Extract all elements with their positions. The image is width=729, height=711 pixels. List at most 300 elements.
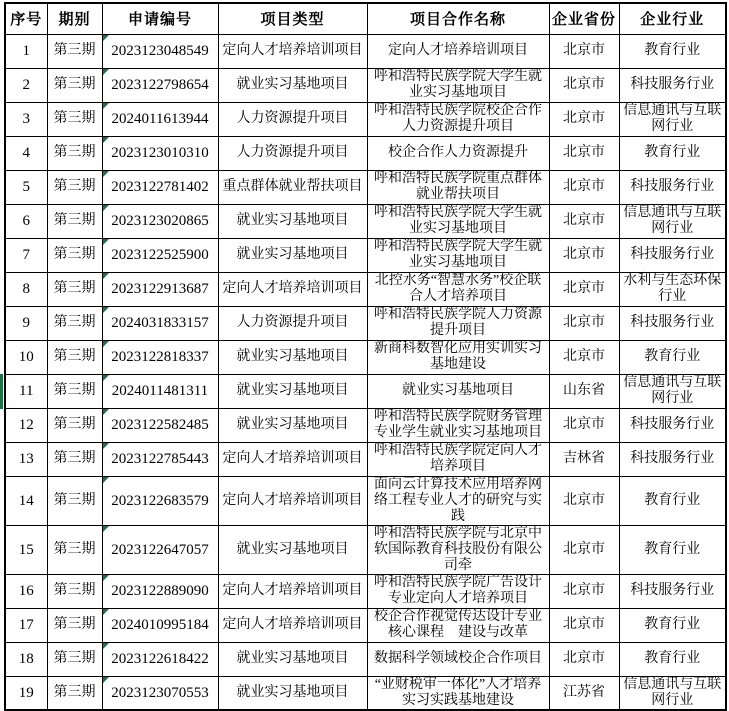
cell-text: 北京市 xyxy=(563,77,605,92)
cell-province[interactable] xyxy=(549,442,619,476)
cell-project-name[interactable] xyxy=(367,272,549,306)
cell-text: 2024031833157 xyxy=(111,315,209,331)
cell-industry[interactable] xyxy=(619,574,726,608)
number-stored-as-text-triangle-icon xyxy=(103,307,109,313)
cell-no[interactable] xyxy=(5,170,47,204)
number-stored-as-text-triangle-icon xyxy=(103,643,109,649)
number-stored-as-text-triangle-icon xyxy=(103,171,109,177)
table-row xyxy=(5,272,726,306)
cell-text: 第三期 xyxy=(53,417,96,432)
cell-text: 14 xyxy=(18,492,34,509)
cell-app-no[interactable] xyxy=(102,676,218,710)
cell-industry[interactable] xyxy=(619,476,726,525)
cell-text: 北京市 xyxy=(563,315,605,330)
number-stored-as-text-triangle-icon xyxy=(103,205,109,211)
cell-project-type[interactable] xyxy=(218,476,367,525)
number-stored-as-text-triangle-icon xyxy=(103,575,109,581)
cell-text: 9 xyxy=(22,315,30,331)
table-row xyxy=(5,608,726,642)
cell-text: 人力资源提升项目 xyxy=(236,145,349,160)
header-cell-app-no[interactable]: 申请编号 xyxy=(102,3,218,34)
cell-app-no[interactable] xyxy=(102,442,218,476)
cell-industry[interactable] xyxy=(619,408,726,442)
cell-province[interactable] xyxy=(549,306,619,340)
cell-text: 2023122525900 xyxy=(111,247,209,263)
cell-province[interactable] xyxy=(549,170,619,204)
cell-period[interactable] xyxy=(47,525,102,574)
cell-project-type[interactable] xyxy=(218,34,367,68)
table-body xyxy=(5,34,726,710)
table-row xyxy=(5,340,726,374)
cell-period[interactable] xyxy=(47,306,102,340)
cell-text: 信息通讯与互联网行业 xyxy=(623,375,722,406)
cell-text: 2023122647057 xyxy=(111,541,209,558)
cell-period[interactable] xyxy=(47,136,102,170)
cell-industry[interactable] xyxy=(619,374,726,408)
cell-app-no[interactable] xyxy=(102,34,218,68)
cell-industry[interactable] xyxy=(619,340,726,374)
cell-no[interactable] xyxy=(5,608,47,642)
cell-app-no[interactable] xyxy=(102,374,218,408)
cell-text: 2023122781402 xyxy=(111,179,209,195)
cell-app-no[interactable] xyxy=(102,272,218,306)
cell-project-name[interactable] xyxy=(367,306,549,340)
header-cell-project-name[interactable]: 项目合作名称 xyxy=(367,3,549,34)
cell-text: 面向云计算技术应用培养网络工程专业人才的研究与实践 xyxy=(374,476,542,524)
cell-text: 17 xyxy=(18,617,34,633)
cell-project-name[interactable] xyxy=(367,574,549,608)
cell-text: 校企合作人力资源提升 xyxy=(388,145,528,160)
cell-text: 12 xyxy=(18,417,34,433)
cell-text: 16 xyxy=(18,583,34,599)
table-row xyxy=(5,68,726,102)
cell-text: 8 xyxy=(22,281,30,297)
cell-project-name[interactable] xyxy=(367,204,549,238)
cell-text: 北京市 xyxy=(563,349,605,364)
header-cell-project-type[interactable]: 项目类型 xyxy=(218,3,367,34)
table-row xyxy=(5,34,726,68)
cell-project-type[interactable] xyxy=(218,340,367,374)
cell-text: 13 xyxy=(18,451,34,467)
cell-project-name[interactable] xyxy=(367,238,549,272)
cell-project-name[interactable] xyxy=(367,102,549,136)
cell-app-no[interactable] xyxy=(102,170,218,204)
cell-text: 第三期 xyxy=(53,145,96,160)
cell-province[interactable] xyxy=(549,204,619,238)
cell-project-type[interactable] xyxy=(218,306,367,340)
table-row xyxy=(5,238,726,272)
cell-period[interactable] xyxy=(47,608,102,642)
cell-text: 水利与生态环保行业 xyxy=(623,273,722,304)
cell-app-no[interactable] xyxy=(102,574,218,608)
cell-app-no[interactable] xyxy=(102,136,218,170)
cell-text: 2023123010310 xyxy=(111,145,209,161)
cell-text: 北京市 xyxy=(563,583,605,598)
number-stored-as-text-triangle-icon xyxy=(103,677,109,683)
cell-text: 北京市 xyxy=(563,247,605,262)
number-stored-as-text-triangle-icon xyxy=(103,526,109,532)
cell-no[interactable] xyxy=(5,34,47,68)
cell-province[interactable] xyxy=(549,642,619,676)
cell-text: 第三期 xyxy=(53,213,96,228)
table-row xyxy=(5,574,726,608)
cell-industry[interactable] xyxy=(619,272,726,306)
cell-no[interactable] xyxy=(5,442,47,476)
cell-text: 呼和浩特民族学院校企合作人力资源提升项目 xyxy=(374,103,542,134)
cell-text: 教育行业 xyxy=(644,145,701,160)
cell-text: 4 xyxy=(22,145,30,161)
cell-text: 2023122818337 xyxy=(111,349,209,365)
cell-period[interactable] xyxy=(47,238,102,272)
cell-project-type[interactable] xyxy=(218,408,367,442)
cell-province[interactable] xyxy=(549,374,619,408)
cell-province[interactable] xyxy=(549,340,619,374)
cell-app-no[interactable] xyxy=(102,642,218,676)
cell-text: 2024010995184 xyxy=(111,617,209,633)
cell-text: 定向人才培养培训项目 xyxy=(222,281,363,296)
cell-app-no[interactable] xyxy=(102,476,218,525)
cell-no[interactable] xyxy=(5,340,47,374)
cell-text: 教育行业 xyxy=(644,541,701,557)
cell-text: 第三期 xyxy=(53,651,96,666)
table-row xyxy=(5,204,726,238)
table-row xyxy=(5,136,726,170)
cell-text: 山东省 xyxy=(563,383,605,398)
cell-text: 第三期 xyxy=(53,492,96,508)
cell-text: 就业实习基地项目 xyxy=(236,247,349,262)
cell-text: 第三期 xyxy=(53,684,96,700)
cell-no[interactable] xyxy=(5,68,47,102)
cell-period[interactable] xyxy=(47,68,102,102)
table-row xyxy=(5,306,726,340)
cell-text: 呼和浩特民族学院大学生就业实习基地项目 xyxy=(374,239,542,270)
cell-text: 就业实习基地项目 xyxy=(236,349,349,364)
table-row xyxy=(5,476,726,525)
cell-period[interactable] xyxy=(47,476,102,525)
cell-text: 18 xyxy=(18,651,34,667)
cell-text: 6 xyxy=(22,213,30,229)
cell-text: 第三期 xyxy=(53,111,96,126)
cell-industry[interactable] xyxy=(619,525,726,574)
header-cell-period[interactable]: 期别 xyxy=(47,3,102,34)
cell-app-no[interactable] xyxy=(102,238,218,272)
cell-province[interactable] xyxy=(549,34,619,68)
cell-project-name[interactable] xyxy=(367,608,549,642)
cell-province[interactable] xyxy=(549,676,619,710)
cell-text: 2023122785443 xyxy=(111,451,209,467)
cell-project-type[interactable] xyxy=(218,642,367,676)
cell-app-no[interactable] xyxy=(102,102,218,136)
cell-province[interactable] xyxy=(549,68,619,102)
cell-app-no[interactable] xyxy=(102,525,218,574)
cell-no[interactable] xyxy=(5,574,47,608)
cell-text: 11 xyxy=(19,383,34,399)
cell-project-type[interactable] xyxy=(218,136,367,170)
cell-province[interactable] xyxy=(549,574,619,608)
cell-text: 呼和浩特民族学院大学生就业实习基地项目 xyxy=(374,205,542,236)
cell-period[interactable] xyxy=(47,374,102,408)
cell-project-type[interactable] xyxy=(218,608,367,642)
cell-text: 就业实习基地项目 xyxy=(236,77,349,92)
cell-period[interactable] xyxy=(47,642,102,676)
cell-period[interactable] xyxy=(47,204,102,238)
cell-text: 2023123070553 xyxy=(111,684,209,701)
cell-period[interactable] xyxy=(47,102,102,136)
cell-text: 7 xyxy=(22,247,30,263)
cell-text: 科技服务行业 xyxy=(630,417,715,432)
cell-text: 第三期 xyxy=(53,617,96,632)
cell-period[interactable] xyxy=(47,170,102,204)
cell-text: 2023122889090 xyxy=(111,583,209,599)
table-container xyxy=(4,2,726,711)
cell-text: 5 xyxy=(22,179,30,195)
cell-text: 教育行业 xyxy=(644,492,701,508)
cell-project-type[interactable] xyxy=(218,442,367,476)
cell-no[interactable] xyxy=(5,525,47,574)
cell-province[interactable] xyxy=(549,272,619,306)
cell-project-type[interactable] xyxy=(218,170,367,204)
cell-period[interactable] xyxy=(47,340,102,374)
number-stored-as-text-triangle-icon xyxy=(103,69,109,75)
cell-industry[interactable] xyxy=(619,102,726,136)
number-stored-as-text-triangle-icon xyxy=(103,137,109,143)
cell-text: 呼和浩特民族学院广告设计专业定向人才培养项目 xyxy=(374,575,542,606)
cell-text: 第三期 xyxy=(53,451,96,466)
cell-text: 15 xyxy=(18,541,34,558)
cell-text: 1 xyxy=(22,43,30,59)
cell-text: 第三期 xyxy=(53,315,96,330)
cell-app-no[interactable] xyxy=(102,68,218,102)
cell-industry[interactable] xyxy=(619,442,726,476)
number-stored-as-text-triangle-icon xyxy=(103,239,109,245)
cell-project-type[interactable] xyxy=(218,238,367,272)
cell-project-type[interactable] xyxy=(218,574,367,608)
cell-text: “业财税审一体化”人才培养实习实践基地建设 xyxy=(374,676,542,708)
number-stored-as-text-triangle-icon xyxy=(103,273,109,279)
cell-province[interactable] xyxy=(549,476,619,525)
cell-text: 科技服务行业 xyxy=(630,179,715,194)
cell-text: 2023122683579 xyxy=(111,492,209,509)
projects-table xyxy=(4,2,727,711)
cell-province[interactable] xyxy=(549,238,619,272)
cell-app-no[interactable] xyxy=(102,306,218,340)
cell-text: 第三期 xyxy=(53,349,96,364)
table-row xyxy=(5,408,726,442)
cell-text: 北京市 xyxy=(563,281,605,296)
cell-text: 信息通讯与互联网行业 xyxy=(623,676,722,708)
cell-text: 19 xyxy=(18,684,34,701)
cell-text: 人力资源提升项目 xyxy=(236,111,349,126)
cell-text: 定向人才培养培训项目 xyxy=(222,451,363,466)
cell-province[interactable] xyxy=(549,525,619,574)
cell-industry[interactable] xyxy=(619,676,726,710)
cell-text: 教育行业 xyxy=(644,617,701,632)
cell-no[interactable] xyxy=(5,204,47,238)
number-stored-as-text-triangle-icon xyxy=(103,409,109,415)
cell-no[interactable] xyxy=(5,476,47,525)
cell-text: 新商科数智化应用实训实习基地建设 xyxy=(374,341,542,372)
cell-text: 2024011481311 xyxy=(111,383,209,399)
cell-text: 就业实习基地项目 xyxy=(236,213,349,228)
cell-text: 北京市 xyxy=(563,492,605,508)
header-cell-province[interactable]: 企业省份 xyxy=(549,3,619,34)
cell-text: 数据科学领域校企合作项目 xyxy=(374,651,542,666)
cell-no[interactable] xyxy=(5,272,47,306)
cell-text: 就业实习基地项目 xyxy=(236,684,349,700)
cell-text: 定向人才培养培训项目 xyxy=(222,583,363,598)
number-stored-as-text-triangle-icon xyxy=(103,103,109,109)
cell-text: 呼和浩特民族学院重点群体就业帮扶项目 xyxy=(374,171,542,202)
header-row xyxy=(5,3,726,34)
cell-text: 呼和浩特民族学院财务管理专业学生就业实习基地项目 xyxy=(374,409,542,440)
cell-app-no[interactable] xyxy=(102,408,218,442)
cell-text: 2 xyxy=(22,77,30,93)
cell-no[interactable] xyxy=(5,374,47,408)
cell-project-name[interactable] xyxy=(367,340,549,374)
cell-text: 第三期 xyxy=(53,43,96,58)
cell-text: 2024011613944 xyxy=(111,111,209,127)
cell-selection-edge xyxy=(0,374,3,409)
cell-text: 教育行业 xyxy=(644,43,701,58)
cell-text: 北京市 xyxy=(563,617,605,632)
cell-text: 2023122798654 xyxy=(111,77,209,93)
cell-project-type[interactable] xyxy=(218,272,367,306)
cell-text: 北京市 xyxy=(563,111,605,126)
cell-project-name[interactable] xyxy=(367,136,549,170)
cell-project-type[interactable] xyxy=(218,68,367,102)
cell-text: 科技服务行业 xyxy=(630,451,715,466)
cell-text: 2023122618422 xyxy=(111,651,209,667)
number-stored-as-text-triangle-icon xyxy=(103,443,109,449)
table-row xyxy=(5,642,726,676)
cell-industry[interactable] xyxy=(619,136,726,170)
cell-no[interactable] xyxy=(5,408,47,442)
table-row xyxy=(5,170,726,204)
cell-no[interactable] xyxy=(5,306,47,340)
cell-project-name[interactable] xyxy=(367,525,549,574)
cell-text: 北京市 xyxy=(563,145,605,160)
cell-project-name[interactable] xyxy=(367,170,549,204)
cell-no[interactable] xyxy=(5,238,47,272)
cell-text: 呼和浩特民族学院大学生就业实习基地项目 xyxy=(374,69,542,100)
cell-project-name[interactable] xyxy=(367,408,549,442)
cell-text: 呼和浩特民族学院与北京中软国际教育科技股份有限公司牵 xyxy=(374,525,542,573)
cell-app-no[interactable] xyxy=(102,340,218,374)
cell-text: 北京市 xyxy=(563,651,605,666)
cell-no[interactable] xyxy=(5,642,47,676)
cell-period[interactable] xyxy=(47,574,102,608)
header-cell-industry[interactable]: 企业行业 xyxy=(619,3,726,34)
cell-text: 定向人才培养培训项目 xyxy=(222,492,363,508)
cell-text: 信息通讯与互联网行业 xyxy=(623,103,722,134)
cell-province[interactable] xyxy=(549,102,619,136)
cell-text: 2023123048549 xyxy=(111,43,209,59)
cell-province[interactable] xyxy=(549,136,619,170)
cell-text: 重点群体就业帮扶项目 xyxy=(222,179,363,194)
number-stored-as-text-triangle-icon xyxy=(103,609,109,615)
cell-period[interactable] xyxy=(47,676,102,710)
cell-text: 人力资源提升项目 xyxy=(236,315,349,330)
number-stored-as-text-triangle-icon xyxy=(103,35,109,41)
cell-project-name[interactable] xyxy=(367,374,549,408)
cell-text: 教育行业 xyxy=(644,349,701,364)
cell-industry[interactable] xyxy=(619,642,726,676)
cell-province[interactable] xyxy=(549,608,619,642)
cell-period[interactable] xyxy=(47,408,102,442)
cell-text: 第三期 xyxy=(53,281,96,296)
cell-text: 就业实习基地项目 xyxy=(236,541,349,557)
cell-industry[interactable] xyxy=(619,34,726,68)
cell-industry[interactable] xyxy=(619,238,726,272)
cell-industry[interactable] xyxy=(619,608,726,642)
cell-text: 就业实习基地项目 xyxy=(236,417,349,432)
cell-text: 定向人才培养培训项目 xyxy=(222,617,363,632)
cell-app-no[interactable] xyxy=(102,608,218,642)
cell-project-name[interactable] xyxy=(367,476,549,525)
cell-project-name[interactable] xyxy=(367,676,549,710)
cell-industry[interactable] xyxy=(619,204,726,238)
cell-project-type[interactable] xyxy=(218,102,367,136)
table-row xyxy=(5,102,726,136)
cell-no[interactable] xyxy=(5,102,47,136)
header-cell-no[interactable]: 序号 xyxy=(5,3,47,34)
cell-industry[interactable] xyxy=(619,170,726,204)
cell-text: 科技服务行业 xyxy=(630,247,715,262)
cell-period[interactable] xyxy=(47,442,102,476)
cell-text: 就业实习基地项目 xyxy=(236,651,349,666)
table-row xyxy=(5,442,726,476)
cell-no[interactable] xyxy=(5,136,47,170)
cell-text: 就业实习基地项目 xyxy=(402,383,514,398)
cell-project-type[interactable] xyxy=(218,676,367,710)
cell-text: 江苏省 xyxy=(563,684,605,700)
cell-period[interactable] xyxy=(47,272,102,306)
table-row xyxy=(5,374,726,408)
cell-text: 教育行业 xyxy=(644,651,701,666)
cell-project-type[interactable] xyxy=(218,374,367,408)
cell-text: 信息通讯与互联网行业 xyxy=(623,205,722,236)
cell-text: 北控水务“智慧水务”校企联合人才培养项目 xyxy=(374,273,542,304)
cell-text: 第三期 xyxy=(53,541,96,557)
cell-project-type[interactable] xyxy=(218,525,367,574)
cell-text: 2023123020865 xyxy=(111,213,209,229)
cell-text: 定向人才培养培训项目 xyxy=(388,43,528,58)
cell-text: 2023122913687 xyxy=(111,281,209,297)
cell-text: 3 xyxy=(22,111,30,127)
cell-text: 第三期 xyxy=(53,247,96,262)
cell-project-type[interactable] xyxy=(218,204,367,238)
cell-industry[interactable] xyxy=(619,306,726,340)
cell-province[interactable] xyxy=(549,408,619,442)
cell-app-no[interactable] xyxy=(102,204,218,238)
cell-project-name[interactable] xyxy=(367,34,549,68)
cell-project-name[interactable] xyxy=(367,642,549,676)
cell-period[interactable] xyxy=(47,34,102,68)
cell-text: 第三期 xyxy=(53,77,96,92)
cell-text: 北京市 xyxy=(563,541,605,557)
cell-text: 北京市 xyxy=(563,179,605,194)
cell-no[interactable] xyxy=(5,676,47,710)
cell-project-name[interactable] xyxy=(367,442,549,476)
cell-text: 科技服务行业 xyxy=(630,583,715,598)
cell-text: 科技服务行业 xyxy=(630,77,715,92)
table-header xyxy=(5,3,726,34)
number-stored-as-text-triangle-icon xyxy=(103,477,109,483)
cell-project-name[interactable] xyxy=(367,68,549,102)
number-stored-as-text-triangle-icon xyxy=(103,341,109,347)
cell-industry[interactable] xyxy=(619,68,726,102)
cell-text: 校企合作视觉传达设计专业核心课程 建设与改革 xyxy=(374,609,542,640)
